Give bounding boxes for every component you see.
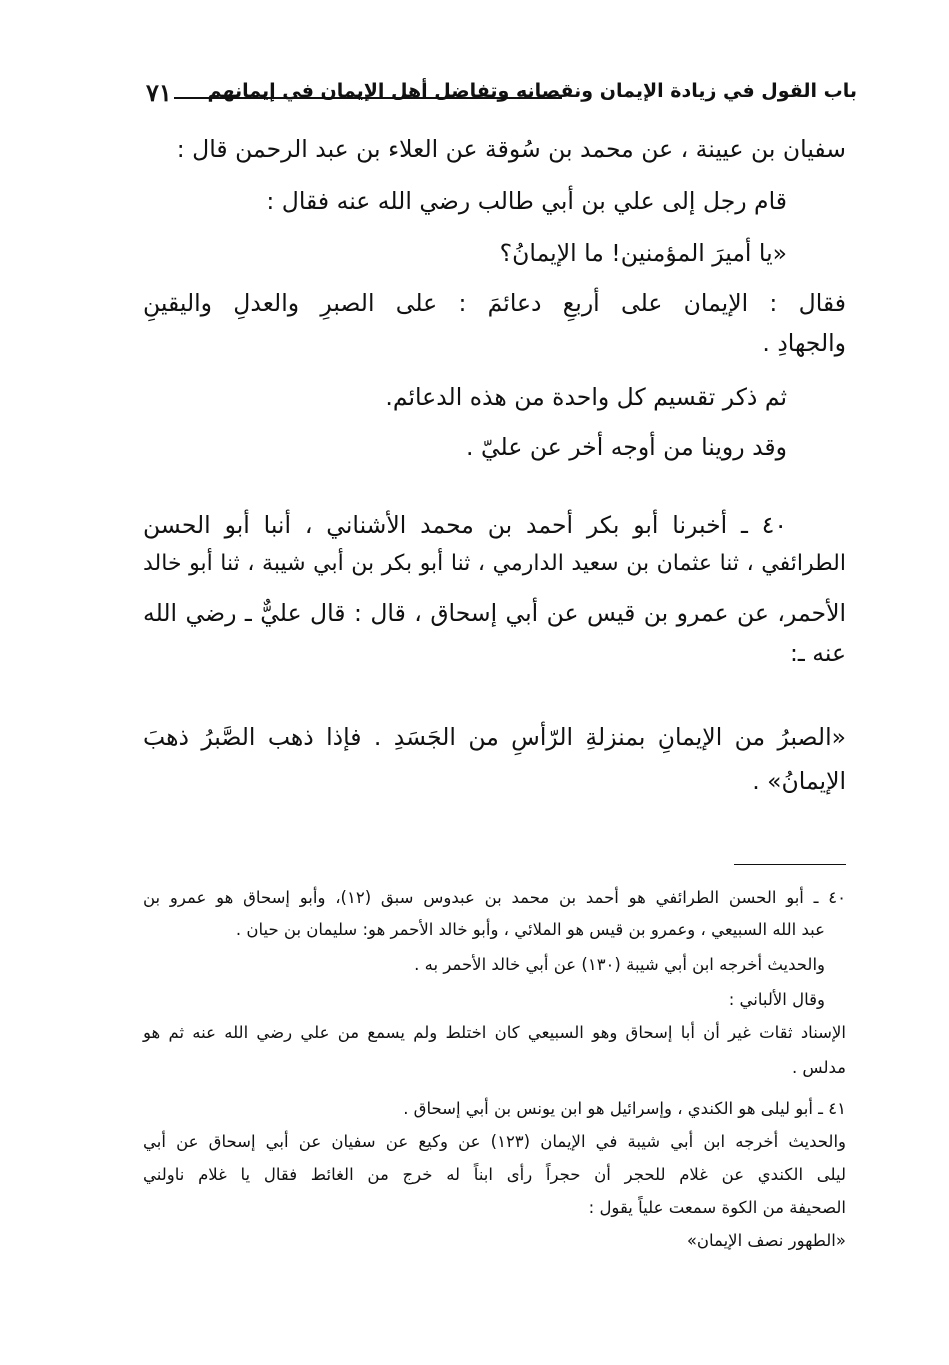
text-line: «يا أميرَ المؤمنين! ما الإيمانُ؟ (499, 239, 787, 267)
text-line: فقال : الإيمان على أربعِ دعائمَ : على الصبرِ والعدلِ واليقينِ (143, 289, 846, 317)
text-line: سفيان بن عيينة ، عن محمد بن سُوقة عن العلاء بن عبد الرحمن قال : (176, 135, 846, 163)
footnote-line: الإسناد ثقات غير أن أبا إسحاق وهو السبيعي كان اختلط ولم يسمع من علي رضي الله عنه ثم هو (143, 1023, 846, 1042)
text-line: الطرائفي ، ثنا عثمان بن سعيد الدارمي ، ثنا أبو بكر بن أبي شيبة ، ثنا أبو خالد (143, 551, 846, 576)
footnote-separator (734, 864, 846, 865)
text-line: عنه ـ: (790, 639, 846, 667)
footnote-line: والحديث أخرجه ابن أبي شيبة في الإيمان (١٢٣) عن وكيع عن سفيان عن أبي إسحاق عن أبي (143, 1132, 847, 1151)
footnote-line: ٤١ ـ أبو ليلى هو الكندي ، وإسرائيل هو ابن يونس بن أبي إسحاق . (403, 1099, 846, 1118)
footnote-line: عبد الله السبيعي ، وعمرو بن قيس هو الملائي ، وأبو خالد الأحمر هو: سليمان بن حيان . (235, 920, 825, 939)
footnote-line: الصحيفة من الكوة سمعت علياً يقول : (588, 1198, 846, 1217)
footnote-line: «الطهور نصف الإيمان» (686, 1231, 846, 1250)
footnote-line: وقال الألباني : (728, 990, 825, 1009)
footnote-line: والحديث أخرجه ابن أبي شيبة (١٣٠) عن أبي خالد الأحمر به . (414, 955, 825, 974)
footnote-line: مدلس . (791, 1058, 846, 1077)
text-line: ٤٠ ـ أخبرنا أبو بكر أحمد بن محمد الأشناني ، أنبا أبو الحسن (143, 511, 787, 539)
page-header (140, 78, 857, 112)
text-line: قام رجل إلى علي بن أبي طالب رضي الله عنه فقال : (266, 187, 787, 215)
footnote-line: ٤٠ ـ أبو الحسن الطرائفي هو أحمد بن محمد بن عبدوس سبق (١٢)، وأبو إسحاق هو عمرو بن (143, 888, 846, 907)
chapter-title: باب القول في زيادة الإيمان ونقصانه وتفاضل أهل الإيمان في إيمانهم (207, 80, 857, 102)
text-line: الأحمر، عن عمرو بن قيس عن أبي إسحاق ، قال : قال عليٌّ ـ رضي الله (143, 599, 846, 627)
text-line: وقد روينا من أوجه أخر عن عليّ . (466, 433, 787, 461)
text-line: ثم ذكر تقسيم كل واحدة من هذه الدعائم. (385, 383, 787, 411)
text-line: «الصبرُ من الإيمانِ بمنزلةِ الرّأسِ من الجَسَدِ . فإذا ذهب الصَّبرُ ذهبَ (143, 723, 846, 751)
footnote-line: ليلى الكندي عن غلام للحجر أن حجراً رأى ابناً له خرج من الغائط فقال يا غلام ناولني (143, 1165, 846, 1184)
text-line: والجهادِ . (762, 329, 846, 357)
page-number: ٧١ (146, 78, 172, 107)
text-line: الإيمانُ» . (752, 767, 846, 795)
